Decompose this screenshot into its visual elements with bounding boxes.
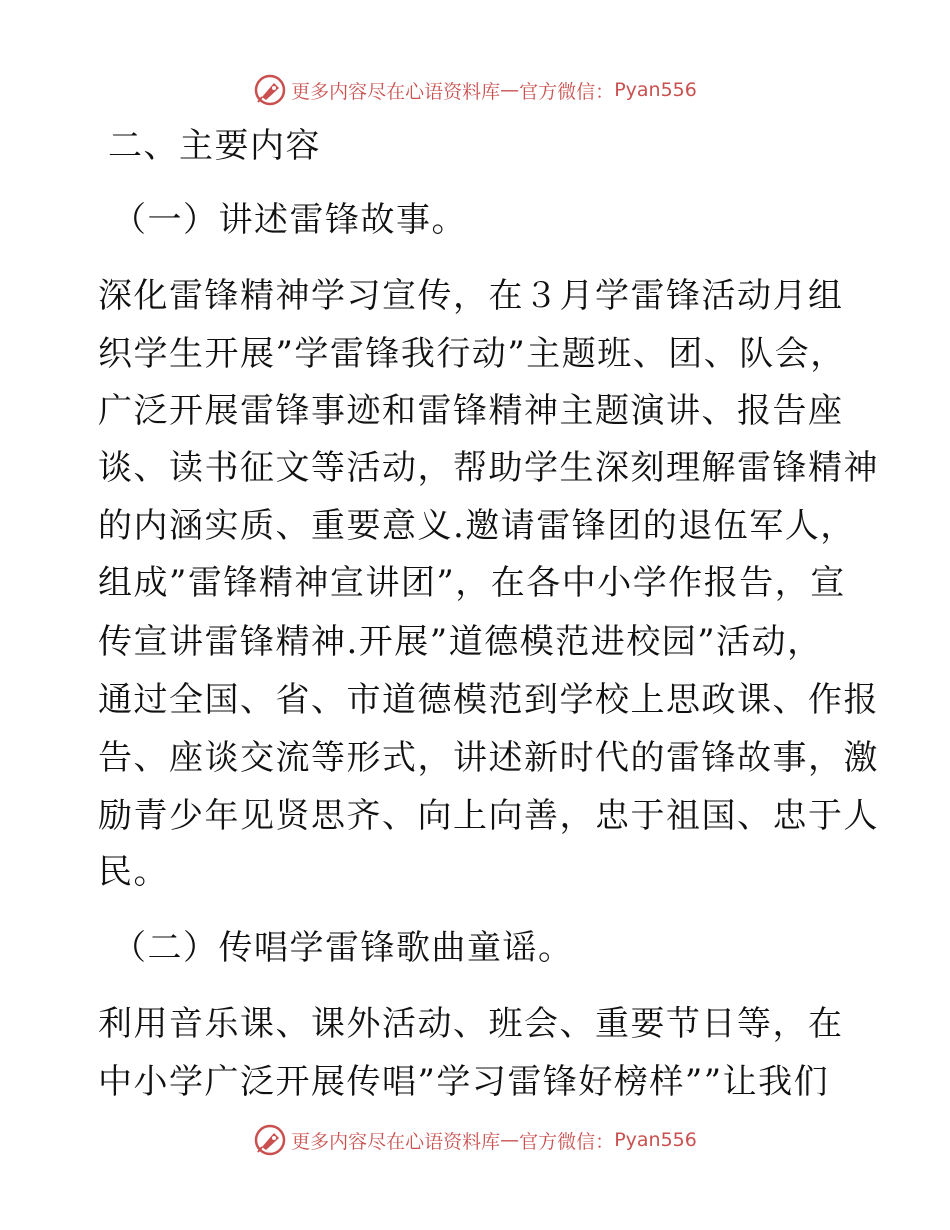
pen-nib-logo-icon (253, 73, 287, 107)
section-title: 二、主要内容 (108, 126, 321, 166)
paragraph-line: 利用音乐课、课外活动、班会、重要节日等，在 (98, 1004, 844, 1044)
watermark-wechat-id: Pyan556 (614, 1129, 697, 1151)
paragraph-line: 组成”雷锋精神宣讲团”，在各中小学作报告，宣 (98, 563, 846, 603)
paragraph-line: 广泛开展雷锋事迹和雷锋精神主题演讲、报告座 (98, 391, 844, 431)
subsection-title-2: （二）传唱学雷锋歌曲童谣。 (112, 928, 574, 968)
paragraph-line: 告、座谈交流等形式，讲述新时代的雷锋故事，激 (98, 738, 879, 778)
watermark-brand: 更多内容尽在心语资料库 (291, 80, 501, 103)
watermark-brand: 更多内容尽在心语资料库 (291, 1130, 501, 1153)
pen-nib-logo-icon (253, 1123, 287, 1157)
watermark-wechat-label: 官方微信： (519, 1130, 615, 1153)
watermark-separator: — (500, 1129, 520, 1151)
watermark-separator: — (500, 79, 520, 101)
paragraph-line: 织学生开展”学雷锋我行动”主题班、团、队会， (98, 334, 846, 374)
watermark-wechat-label: 官方微信： (519, 80, 615, 103)
paragraph-line: 谈、读书征文等活动，帮助学生深刻理解雷锋精神 (98, 448, 879, 488)
paragraph-line: 励青少年见贤思齐、向上向善，忠于祖国、忠于人 (98, 796, 879, 836)
paragraph-line: 民。 (98, 852, 169, 892)
subsection-title-1: （一）讲述雷锋故事。 (112, 200, 467, 240)
watermark-wechat-id: Pyan556 (614, 79, 697, 101)
paragraph-line: 的内涵实质、重要意义.邀请雷锋团的退伍军人， (98, 506, 856, 546)
paragraph-line: 通过全国、省、市道德模范到学校上思政课、作报 (98, 680, 879, 720)
paragraph-line: 中小学广泛开展传唱”学习雷锋好榜样””让我们 (98, 1062, 830, 1102)
paragraph-line: 深化雷锋精神学习宣传，在３月学雷锋活动月组 (98, 276, 844, 316)
watermark-footer (0, 1122, 950, 1158)
paragraph-line: 传宣讲雷锋精神.开展”道德模范进校园”活动， (98, 622, 823, 662)
watermark-header (0, 72, 950, 108)
